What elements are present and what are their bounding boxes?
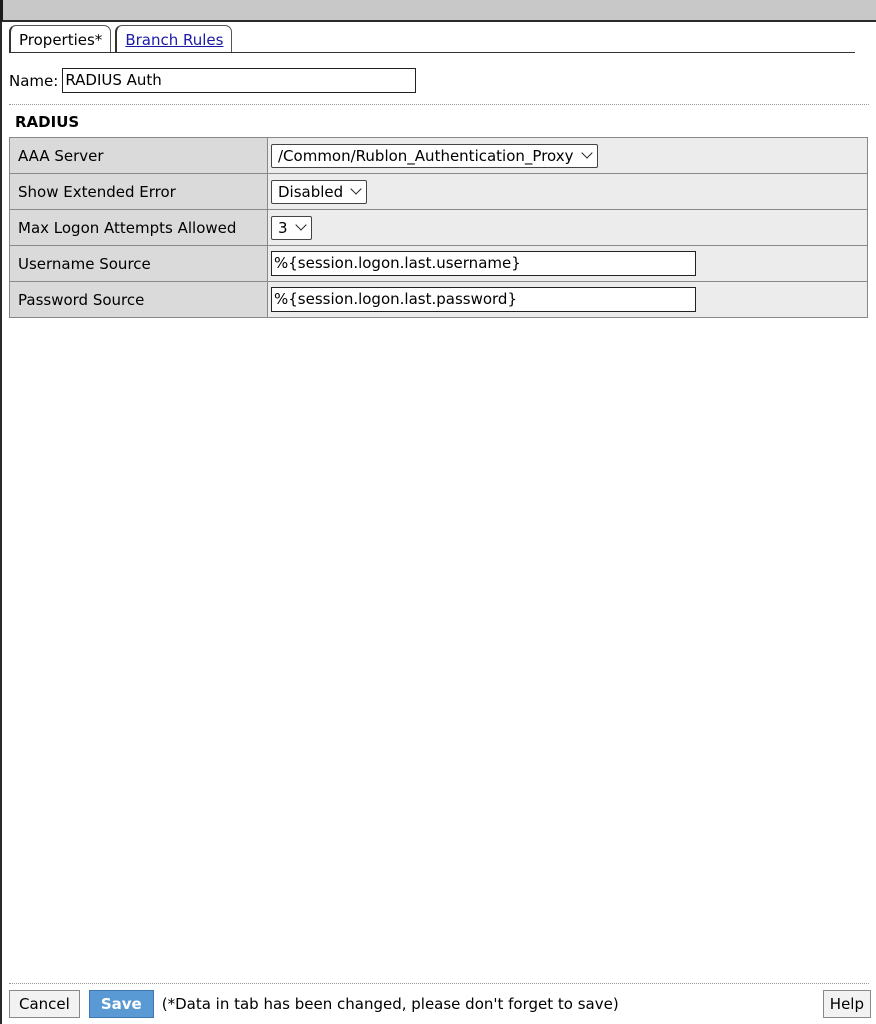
- window-left-edge: [0, 22, 2, 1024]
- footer-separator: [9, 983, 869, 984]
- footer-bar: [9, 989, 871, 1019]
- password-source-input[interactable]: %{session.logon.last.password}: [271, 287, 696, 312]
- table-row: [10, 174, 868, 210]
- table-row: [10, 210, 868, 246]
- show-extended-error-value: Disabled: [278, 182, 344, 201]
- separator: [9, 104, 869, 105]
- aaa-server-select[interactable]: [271, 144, 598, 168]
- name-label: Name:: [9, 71, 59, 90]
- tab-branch-rules[interactable]: [115, 25, 232, 53]
- help-button[interactable]: Help: [823, 990, 871, 1018]
- username-source-label: Username Source: [10, 246, 268, 282]
- password-source-label: Password Source: [10, 282, 268, 318]
- save-button[interactable]: Save: [89, 990, 154, 1018]
- properties-table: [9, 137, 868, 318]
- name-row: [9, 68, 416, 93]
- section-title: RADIUS: [15, 113, 80, 131]
- tab-properties-label: Properties*: [19, 30, 103, 49]
- tab-bar: [9, 25, 236, 53]
- tab-properties[interactable]: [9, 25, 111, 53]
- max-logon-attempts-select[interactable]: [271, 216, 312, 240]
- unsaved-changes-note: (*Data in tab has been changed, please don't forget to save): [161, 995, 619, 1013]
- window-title-bar: [0, 0, 876, 22]
- cancel-button[interactable]: Cancel: [9, 990, 80, 1018]
- max-logon-attempts-label: Max Logon Attempts Allowed: [10, 210, 268, 246]
- chevron-down-icon: [351, 183, 362, 194]
- chevron-down-icon: [581, 147, 592, 158]
- username-source-input[interactable]: %{session.logon.last.username}: [271, 251, 696, 276]
- chevron-down-icon: [295, 219, 306, 230]
- name-input[interactable]: RADIUS Auth: [62, 68, 416, 93]
- table-row: [10, 138, 868, 174]
- show-extended-error-select[interactable]: [271, 180, 367, 204]
- max-logon-attempts-value: 3: [278, 218, 288, 237]
- tab-bar-underline: [9, 52, 855, 53]
- tab-branch-rules-link[interactable]: Branch Rules: [125, 30, 224, 49]
- table-row: [10, 246, 868, 282]
- table-row: [10, 282, 868, 318]
- show-extended-error-label: Show Extended Error: [10, 174, 268, 210]
- aaa-server-label: AAA Server: [10, 138, 268, 174]
- aaa-server-value: /Common/Rublon_Authentication_Proxy: [278, 146, 574, 165]
